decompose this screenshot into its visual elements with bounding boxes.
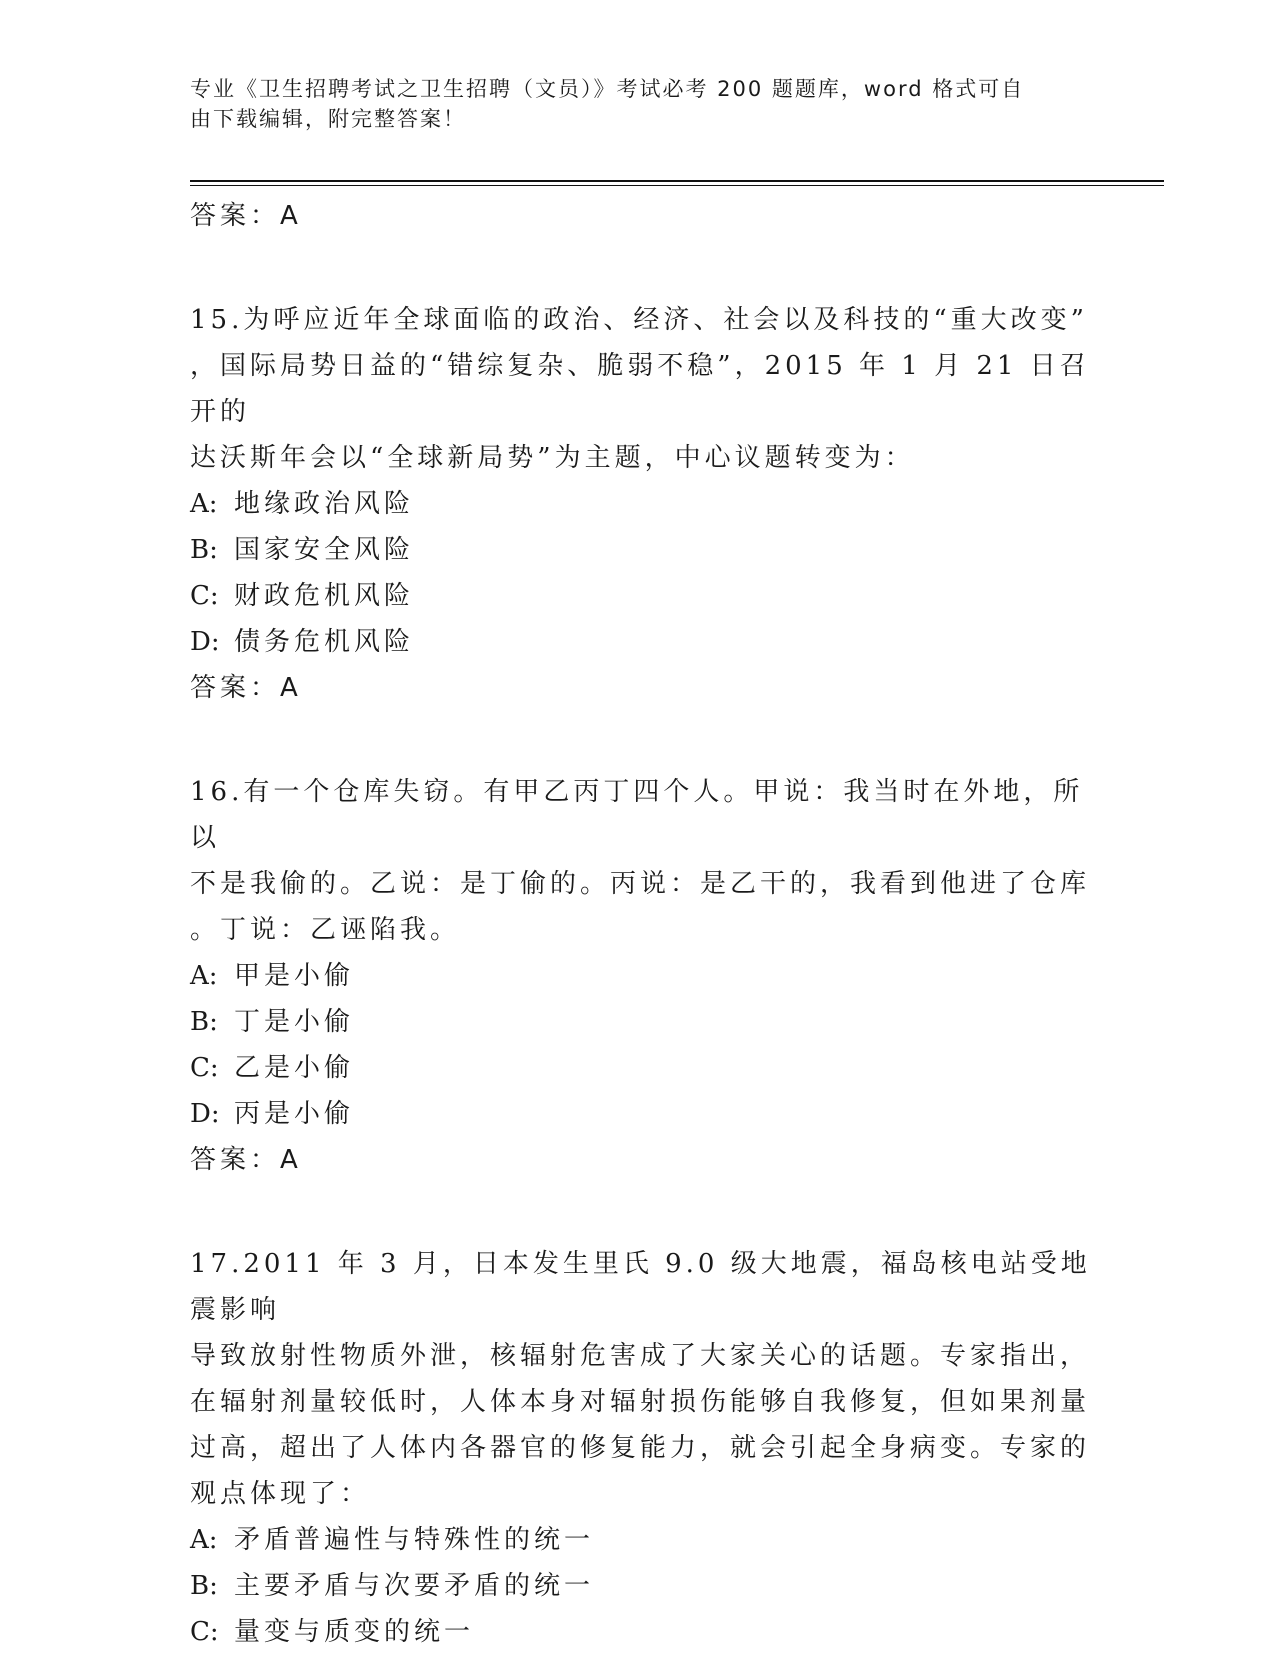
document-header [190,74,1090,134]
previous-answer: 答案：A [190,201,302,231]
option-c: C: 乙是小偷 [190,1053,355,1083]
question-15 [190,297,1110,711]
option-d: D: 丙是小偷 [190,1099,355,1129]
option-b: B: 主要矛盾与次要矛盾的统一 [190,1571,595,1601]
question-stem: 16.有一个仓库失窃。有甲乙丙丁四个人。甲说：我当时在外地，所以 不是我偷的。乙说：是丁偷的。丙说：是乙干的，我看到他进了仓库 。丁说：乙诬陷我。 [190,777,1091,945]
question-stem: 15.为呼应近年全球面临的政治、经济、社会以及科技的“重大改变” ，国际局势日益的“错综复杂、脆弱不稳”，2015 年 1 月 21 日召开的 达沃斯年会以“全球新局势”为主题，中心议题转变为： [190,305,1090,473]
header-rule [190,180,1164,182]
option-a: A: 矛盾普遍性与特殊性的统一 [190,1525,595,1555]
answer: 答案：A [190,673,302,703]
question-17 [190,1241,1110,1655]
option-a: A: 甲是小偷 [190,961,355,991]
header-line-2: 由下载编辑，附完整答案！ [190,107,466,131]
question-16 [190,769,1110,1183]
option-a: A: 地缘政治风险 [190,489,415,519]
option-c: C: 财政危机风险 [190,581,415,611]
header-line-1: 专业《卫生招聘考试之卫生招聘（文员）》考试必考 200 题题库，word 格式可自 [190,77,1025,101]
answer: 答案：A [190,1145,302,1175]
option-b: B: 丁是小偷 [190,1007,355,1037]
header-rule-secondary [190,185,1164,186]
option-b: B: 国家安全风险 [190,535,415,565]
option-c: C: 量变与质变的统一 [190,1617,475,1647]
option-d: D: 债务危机风险 [190,627,415,657]
question-stem: 17.2011 年 3 月，日本发生里氏 9.0 级大地震，福岛核电站受地震影响 导致放射性物质外泄，核辐射危害成了大家关心的话题。专家指出， 在辐射剂量较低时，人体本身对辐射损伤能够自我修复，但如果剂量 过高，超出了人体内各器官的修复能力，就会引起全身病变。专家的 观点体现了： [190,1249,1091,1509]
question-content [190,193,1110,1655]
